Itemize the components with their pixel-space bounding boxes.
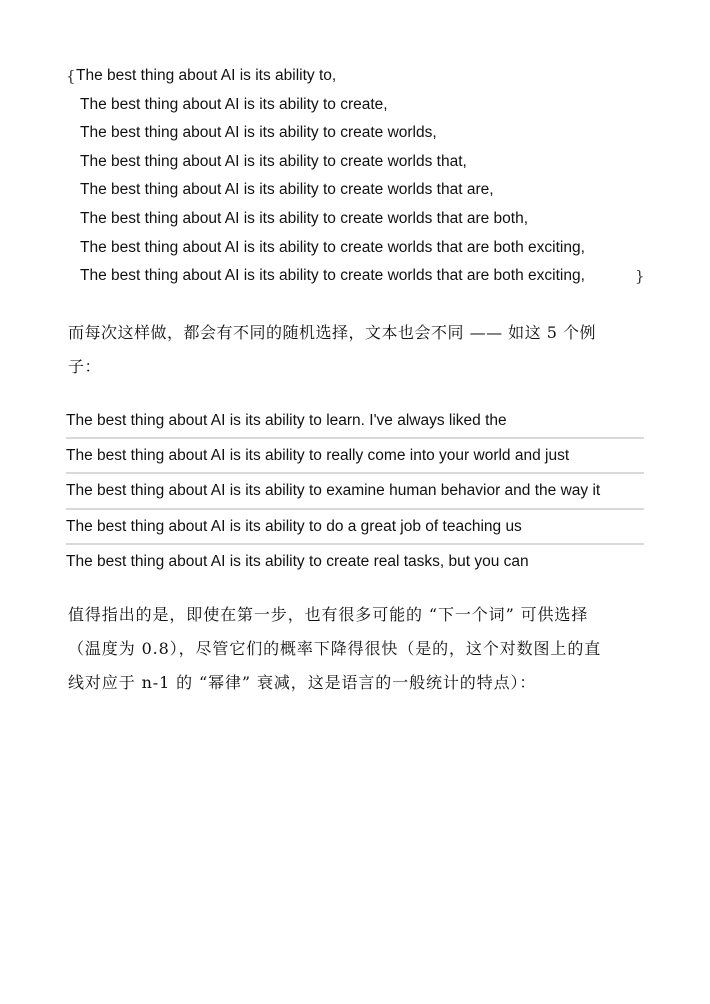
sequence-line: The best thing about AI is its ability to create worlds that,: [80, 152, 467, 170]
example-row: The best thing about AI is its ability to examine human behavior and the way it: [66, 474, 644, 509]
sequence-line: The best thing about AI is its ability to create worlds that are both exciting, }: [66, 262, 666, 291]
examples-list: [66, 404, 644, 580]
paragraph-line: （温度为 0.8），尽管它们的概率下降得很快（是的，这个对数图上的直: [68, 639, 602, 658]
sequence-line: The best thing about AI is its ability to create worlds that are both exciting,: [80, 238, 585, 256]
sequence-line: The best thing about AI is its ability to create,: [80, 95, 388, 113]
sequence-line: { The best thing about AI is its ability to,: [66, 62, 666, 91]
generated-text-sequence: [66, 62, 666, 291]
example-row: The best thing about AI is its ability to do a great job of teaching us: [66, 510, 644, 545]
example-row: The best thing about AI is its ability to create real tasks, but you can: [66, 552, 529, 570]
open-brace: {: [66, 67, 76, 85]
paragraph-line: 值得指出的是，即使在第一步，也有很多可能的 “下一个词” 可供选择: [68, 605, 589, 624]
example-row: The best thing about AI is its ability to really come into your world and just: [66, 439, 644, 474]
sequence-line: The best thing about AI is its ability to create worlds,: [80, 124, 437, 142]
example-row: The best thing about AI is its ability to learn. I've always liked the: [66, 404, 644, 439]
sequence-line: The best thing about AI is its ability to create worlds that are,: [80, 181, 494, 199]
paragraph-line: 而每次这样做，都会有不同的随机选择，文本也会不同 —— 如这 5 个例: [68, 323, 597, 342]
paragraph-next-word: [68, 598, 644, 700]
close-brace: }: [635, 267, 645, 286]
paragraph-random-choices: [68, 316, 644, 384]
sequence-line: The best thing about AI is its ability to create worlds that are both,: [80, 209, 529, 227]
paragraph-line: 线对应于 n-1 的 “幂律” 衰减，这是语言的一般统计的特点）：: [68, 673, 537, 692]
paragraph-line: 子：: [68, 357, 102, 376]
